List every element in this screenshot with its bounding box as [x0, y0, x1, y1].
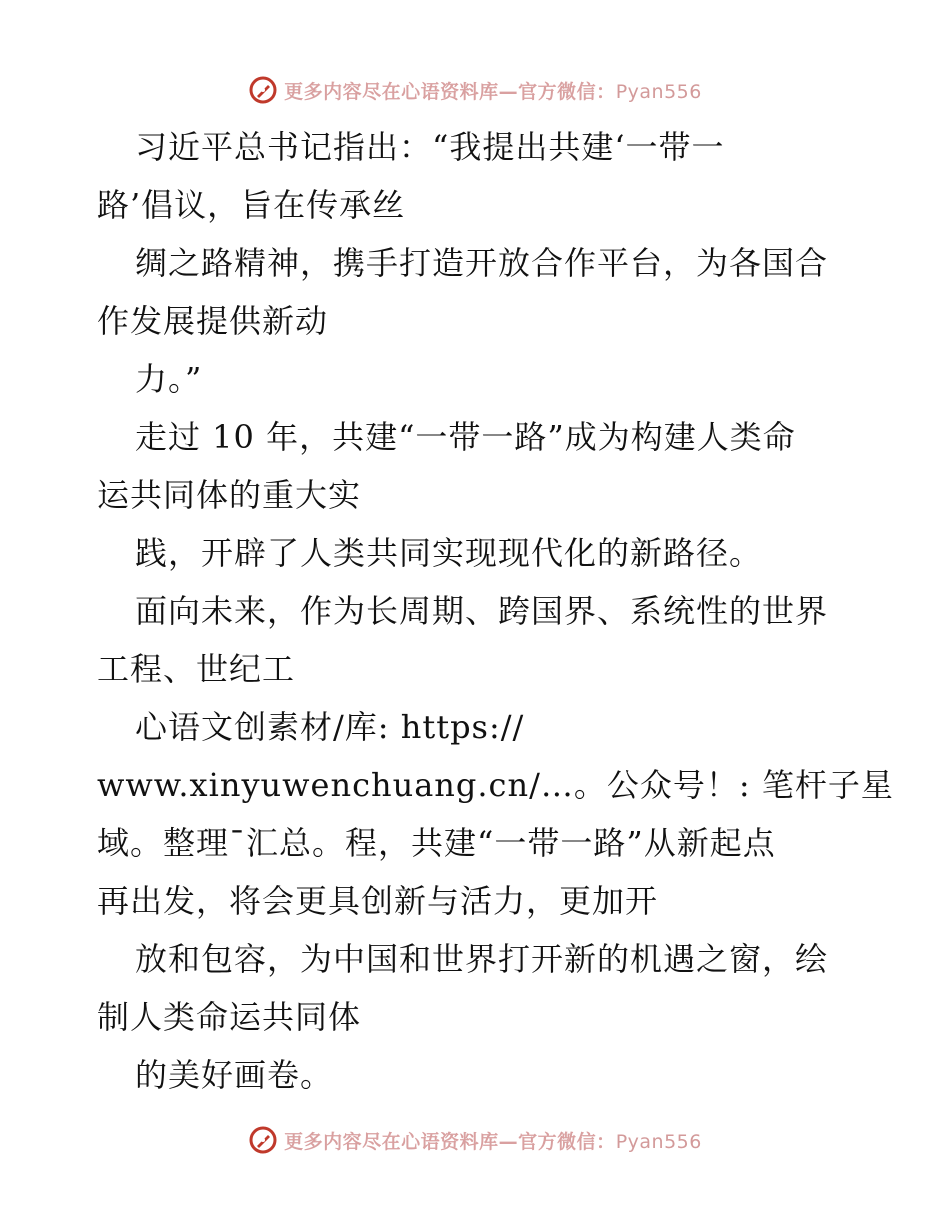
- body-line: 运共同体的重大实: [97, 476, 362, 514]
- body-line: 力。”: [135, 360, 203, 398]
- body-line: 践，开辟了人类共同实现现代化的新路径。: [135, 534, 763, 572]
- body-line: 再出发，将会更具创新与活力，更加开: [97, 882, 659, 920]
- document-body: [97, 118, 894, 1104]
- footer-banner: [0, 1122, 950, 1158]
- body-line: 走过 10 年，共建“一带一路”成为构建人类命: [135, 418, 796, 456]
- pen-logo-icon: [248, 75, 278, 105]
- body-line: 域。整理¯汇总。程，共建“一带一路”从新起点: [97, 824, 776, 862]
- header-banner: [0, 72, 950, 108]
- footer-banner-text: 更多内容尽在心语资料库—官方微信：Pyan556: [284, 1130, 702, 1153]
- body-line: 习近平总书记指出：“我提出共建‘一带一: [135, 128, 725, 166]
- body-line: 的美好画卷。: [135, 1056, 334, 1094]
- body-line: 路’倡议，旨在传承丝: [97, 186, 406, 224]
- body-line: 作发展提供新动: [97, 302, 329, 340]
- header-banner-text: 更多内容尽在心语资料库—官方微信：Pyan556: [284, 80, 702, 103]
- body-line: 放和包容，为中国和世界打开新的机遇之窗，绘: [135, 940, 829, 978]
- body-line: 绸之路精神，携手打造开放合作平台，为各国合: [135, 244, 829, 282]
- body-line: 心语文创素材/库: https://: [135, 708, 525, 746]
- body-line: 面向未来，作为长周期、跨国界、系统性的世界: [135, 592, 829, 630]
- body-line: www.xinyuwenchuang.cn/…。公众号！: 笔杆子星: [97, 766, 894, 804]
- pen-logo-icon: [248, 1125, 278, 1155]
- body-line: 制人类命运共同体: [97, 998, 362, 1036]
- body-line: 工程、世纪工: [97, 650, 296, 688]
